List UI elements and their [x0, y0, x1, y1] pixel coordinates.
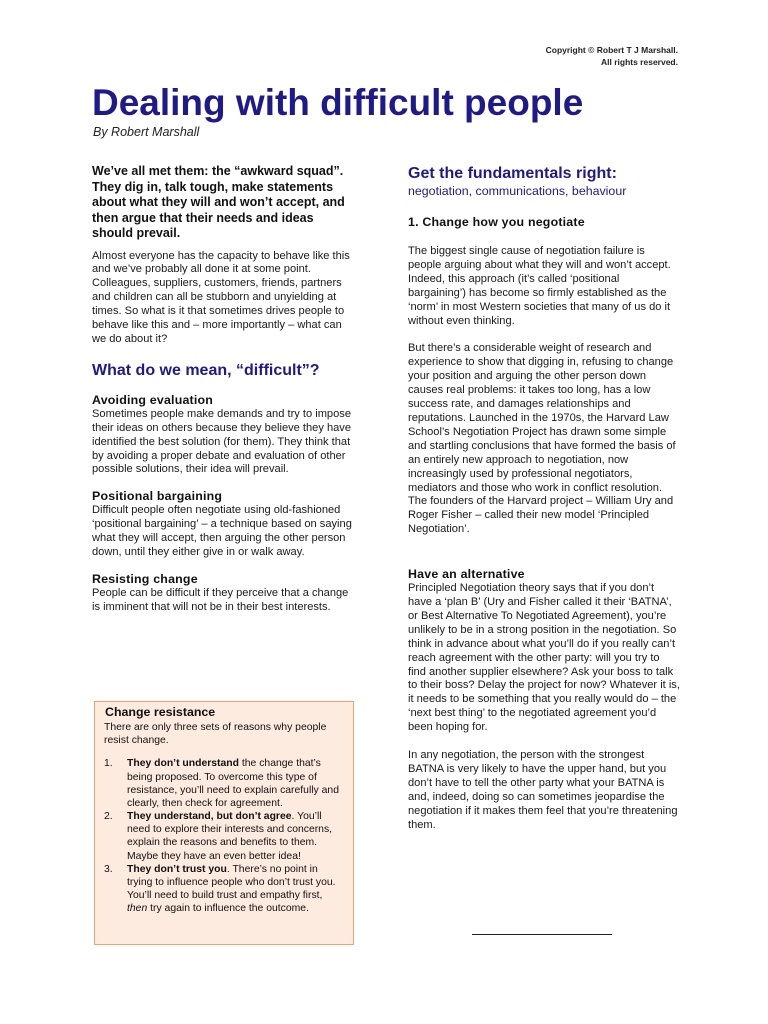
- rights-line: All rights reserved.: [600, 57, 678, 67]
- list-item-italic: then: [127, 903, 148, 915]
- list-item-text: . You’ll need to explore their interests and concerns, explain the reasons and benefits to them. Maybe they have an even better idea!: [127, 811, 333, 862]
- section-heading-fundamentals: Get the fundamentals right:: [408, 165, 617, 182]
- section-heading-difficult: What do we mean, “difficult”?: [92, 361, 320, 379]
- list-item: [104, 757, 343, 809]
- subheading-resisting-change: Resisting change: [92, 572, 198, 586]
- alternative-paragraph-1: Principled Negotiation theory says that if you don’t have a ‘plan B’ (Ury and Fisher called it their ‘BATNA’, or Best Alternative To Negotiated Agreement), you’re unlikely to be in a strong position in the negotiation. So think in advance about what you’ll do if you really can’t reach agreement with the other party: will you try to find another supplier elsewhere? Ask your boss to talk to their boss? Delay the project for now? Whatever it is, it needs to be something that you really would do – the ‘next best thing’ to the negotiated agreement you’d been hoping for.: [408, 582, 680, 734]
- list-item-text: the change that’s being proposed. To overcome this type of resistance, you’ll need to explain carefully and clearly, then check for agreement.: [127, 758, 339, 809]
- list-item-bold: They don’t trust you: [127, 864, 227, 876]
- alternative-paragraph-2: In any negotiation, the person with the strongest BATNA is very likely to have the upper hand, but you don’t have to tell the other party what your BATNA is and, indeed, doing so can sometimes jeopardise the negotiation if it makes them feel that you’re threatening them.: [408, 749, 678, 831]
- page-title: Dealing with difficult people: [92, 82, 584, 123]
- intro-body: Almost everyone has the capacity to behave like this and we’ve probably all done it at some point. Colleagues, suppliers, customers, friends, partners and children can all be stubborn and unyielding at times. So what is it that sometimes drives people to behave like this and – more importantly – what can we do about it?: [92, 249, 350, 345]
- list-item-text: . There’s no point in trying to influence people who don’t trust you. You’ll need to build trust and empathy first,: [127, 864, 336, 902]
- end-divider: [472, 934, 612, 935]
- list-number: 2.: [104, 811, 113, 823]
- callout-title: Change resistance: [105, 705, 216, 719]
- change-resistance-callout: [94, 701, 354, 945]
- left-column: [92, 164, 356, 615]
- copyright-notice: [546, 44, 678, 68]
- positional-bargaining-text: Difficult people often negotiate using old-fashioned ‘positional bargaining’ – a technique based on saying what they will accept, then arguing the other person down, until they either give in or walk away.: [92, 504, 352, 559]
- callout-intro: There are only three sets of reasons why people resist change.: [104, 722, 327, 747]
- intro-lead: We’ve all met them: the “awkward squad”. They dig in, talk tough, make statements about what they will and won’t accept, and then argue that their needs and ideas should prevail.: [92, 164, 345, 240]
- subheading-positional-bargaining: Positional bargaining: [92, 489, 223, 504]
- avoiding-evaluation-text: Sometimes people make demands and try to impose their ideas on others because they believe they have identified the best solution (for them). They think that by avoiding a proper debate and evaluation of other possible solutions, their idea will prevail.: [92, 407, 352, 476]
- byline: By Robert Marshall: [93, 125, 200, 139]
- list-item: [104, 863, 343, 915]
- subheading-alternative: Have an alternative: [408, 567, 525, 582]
- list-number: 1.: [104, 758, 113, 770]
- list-item-text-tail: try again to influence the outcome.: [147, 903, 309, 915]
- callout-list: [104, 757, 343, 915]
- list-item-bold: They understand, but don’t agree: [127, 811, 292, 823]
- subheading-avoiding-evaluation: Avoiding evaluation: [92, 392, 214, 407]
- negotiation-paragraph-2: But there’s a considerable weight of research and experience to show that digging in, refusing to change your position and arguing the other person down causes real problems: it takes too long, has a low success rate, and damages relationships and reputations. Launched in the 1970s, the Harvard Law School’s Negotiation Project has drawn some simple and startling conclusions that have formed the basis of an entirely new approach to negotiation, now increasingly used by professional negotiators, mediators and those who work in conflict resolution. The founders of the Harvard project – William Ury and Roger Fisher – called their new model ‘Principled Negotiation’.: [408, 342, 676, 536]
- list-item-bold: They don’t understand: [127, 758, 239, 770]
- copyright-line: Copyright © Robert T J Marshall.: [545, 45, 678, 55]
- section-subtitle: negotiation, communications, behaviour: [408, 184, 627, 198]
- list-number: 3.: [104, 864, 113, 876]
- list-item: [104, 810, 343, 862]
- negotiation-paragraph-1: The biggest single cause of negotiation failure is people arguing about what they will and won’t accept. Indeed, this approach (it’s called ‘positional bargaining’) has become so firmly established as the ‘norm’ in most Western societies that many of us do it without even thinking.: [408, 245, 671, 327]
- resisting-change-text: People can be difficult if they perceive that a change is imminent that will not be in their best interests.: [92, 587, 349, 613]
- right-column: [408, 164, 680, 833]
- subheading-change-negotiation: 1. Change how you negotiate: [408, 215, 585, 229]
